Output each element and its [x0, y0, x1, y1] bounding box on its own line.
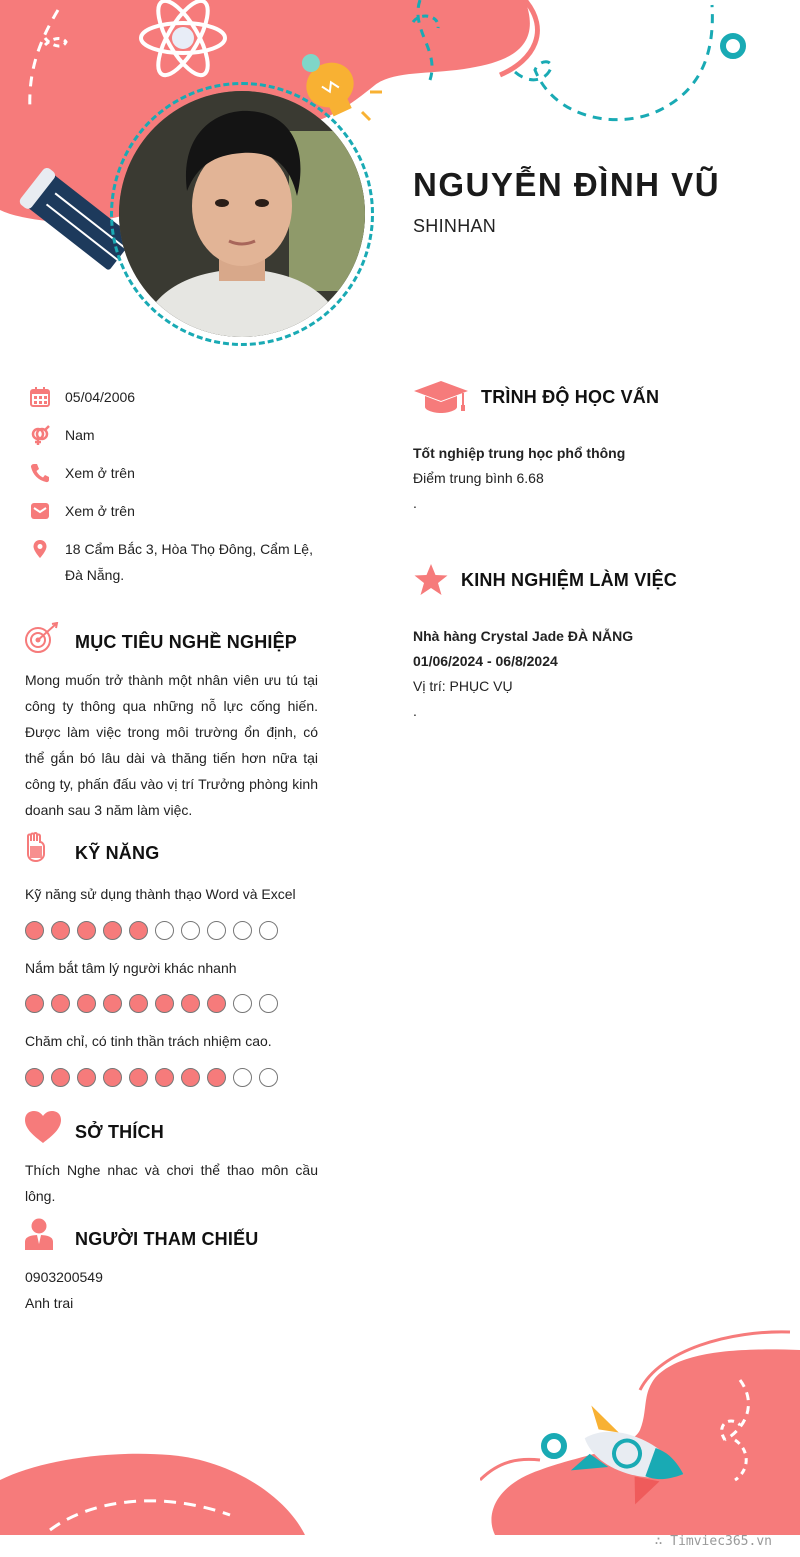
objective-text: Mong muốn trở thành một nhân viên ưu tú tại công ty thông qua những nỗ lực cống hiến. Được làm việc trong môi trường ổn định, có thể gắn bó lâu dài và thăng tiến hơn nữa tại công ty, phấn đấu vào vị trí Trưởng phòng kinh doanh sau 3 năm làm việc. — [25, 672, 318, 818]
reference-relation: Anh trai — [25, 1295, 74, 1311]
rating-dot-filled — [181, 994, 200, 1013]
calendar-icon — [30, 387, 50, 407]
rating-dot-filled — [129, 1068, 148, 1087]
rating-dot-filled — [25, 921, 44, 940]
skill-label: Kỹ năng sử dụng thành thạo Word và Excel — [25, 886, 296, 902]
phone-text: Xem ở trên — [65, 465, 135, 481]
rating-dot-empty — [259, 1068, 278, 1087]
skills-title: KỸ NĂNG — [75, 843, 160, 863]
education-title: TRÌNH ĐỘ HỌC VẤN — [481, 387, 660, 407]
target-icon — [24, 622, 60, 654]
rating-dot-filled — [25, 994, 44, 1013]
skill-label: Chăm chỉ, có tinh thần trách nhiệm cao. — [25, 1033, 272, 1049]
rating-dot-empty — [233, 994, 252, 1013]
rating-dot-empty — [233, 921, 252, 940]
rating-dot-filled — [103, 1068, 122, 1087]
candidate-name: NGUYỄN ĐÌNH VŨ — [413, 166, 721, 203]
objective-title: MỤC TIÊU NGHỀ NGHIỆP — [75, 632, 298, 652]
experience-period: 01/06/2024 - 06/8/2024 — [413, 653, 558, 669]
footer-decoration-left — [0, 1450, 320, 1535]
hobbies-title: SỞ THÍCH — [75, 1122, 164, 1142]
watermark: ∴ Timviec365.vn — [654, 1534, 772, 1549]
profile-photo-frame — [110, 82, 374, 346]
gender-icon — [30, 425, 50, 445]
experience-entry — [413, 624, 633, 724]
reference-info — [25, 1264, 103, 1316]
rating-dot-filled — [207, 994, 226, 1013]
person-icon — [24, 1218, 54, 1250]
education-detail: Điểm trung bình 6.68 — [413, 470, 544, 486]
gender-text: Nam — [65, 427, 95, 443]
rating-dot-filled — [155, 1068, 174, 1087]
education-degree: Tốt nghiệp trung học phổ thông — [413, 445, 626, 461]
contact-gender — [30, 425, 315, 448]
experience-title: KINH NGHIỆM LÀM VIỆC — [461, 570, 678, 590]
profile-photo — [119, 91, 365, 337]
rating-dot-empty — [181, 921, 200, 940]
location-pin-icon — [30, 539, 50, 559]
rating-dot-filled — [103, 994, 122, 1013]
rating-dot-empty — [259, 921, 278, 940]
rating-dot-filled — [77, 1068, 96, 1087]
rating-dot-filled — [129, 994, 148, 1013]
contact-birthday — [30, 387, 315, 410]
rating-dot-filled — [77, 994, 96, 1013]
contact-phone — [30, 463, 315, 486]
email-icon — [30, 501, 50, 521]
skill-rating — [25, 994, 278, 1013]
candidate-subtitle: SHINHAN — [413, 216, 497, 236]
address-text: 18 Cẩm Bắc 3, Hòa Thọ Đông, Cẩm Lệ, Đà Nẵng. — [65, 541, 313, 583]
avatar-illustration — [119, 91, 365, 337]
skill-rating — [25, 921, 278, 940]
rating-dot-empty — [233, 1068, 252, 1087]
rating-dot-filled — [51, 994, 70, 1013]
education-entry — [413, 441, 625, 516]
rating-dot-filled — [207, 1068, 226, 1087]
experience-company: Nhà hàng Crystal Jade ĐÀ NẴNG — [413, 628, 634, 644]
contact-address — [30, 539, 315, 588]
skill-rating — [25, 1068, 278, 1087]
rating-dot-empty — [259, 994, 278, 1013]
birthday-text: 05/04/2006 — [65, 389, 136, 405]
footer-decoration-right — [480, 1330, 800, 1535]
rating-dot-filled — [51, 921, 70, 940]
graduation-cap-icon — [413, 380, 469, 414]
rating-dot-filled — [77, 921, 96, 940]
rating-dot-filled — [25, 1068, 44, 1087]
experience-position: Vị trí: PHỤC VỤ — [413, 678, 513, 694]
fist-icon — [24, 832, 48, 864]
phone-icon — [30, 463, 50, 483]
rating-dot-filled — [181, 1068, 200, 1087]
reference-title: NGƯỜI THAM CHIẾU — [75, 1229, 259, 1249]
rating-dot-empty — [207, 921, 226, 940]
email-text: Xem ở trên — [65, 503, 135, 519]
education-extra: . — [413, 495, 417, 511]
skill-label: Nắm bắt tâm lý người khác nhanh — [25, 960, 237, 976]
reference-phone: 0903200549 — [25, 1269, 103, 1285]
rating-dot-filled — [155, 994, 174, 1013]
heart-icon — [24, 1110, 62, 1144]
rating-dot-filled — [51, 1068, 70, 1087]
rating-dot-empty — [155, 921, 174, 940]
rating-dot-filled — [103, 921, 122, 940]
contact-email — [30, 501, 315, 524]
experience-extra: . — [413, 703, 417, 719]
star-icon — [413, 563, 449, 597]
rating-dot-filled — [129, 921, 148, 940]
hobbies-text: Thích Nghe nhac và chơi thể thao môn cầu lông. — [25, 1162, 318, 1204]
